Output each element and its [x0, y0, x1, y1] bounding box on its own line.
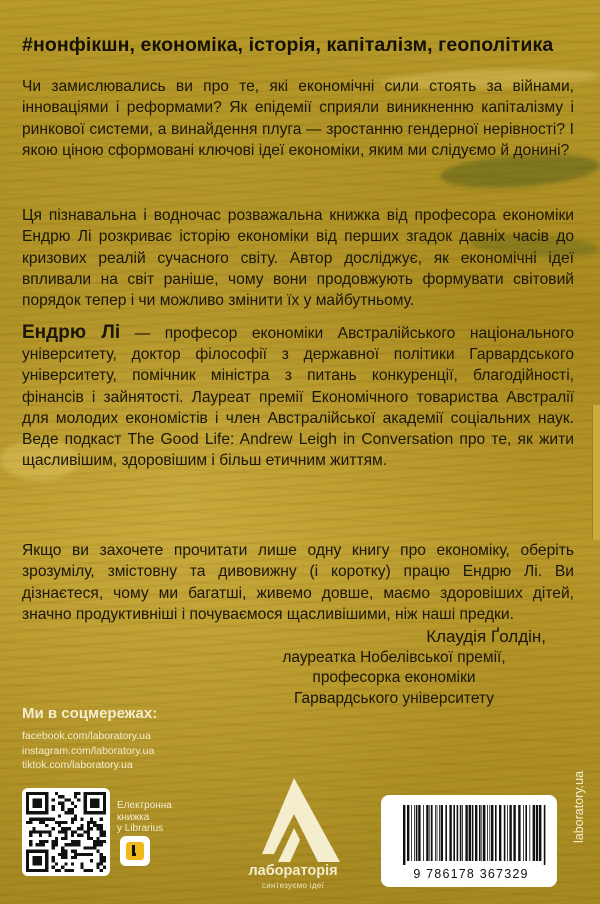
- spine-edge: [592, 405, 600, 540]
- description-paragraph-1: Чи замислювались ви про те, які економічні сили стоять за війнами, інноваціями і реформами? Як епідемії сприяли виникненню капіталізму і ринкової системи, а винайдення плуга — зростанню гендерної нерівності? І якою ціною сформовані ключові ідеї економіки, яким ми слідуємо й донині?: [22, 78, 574, 159]
- tiktok-link: tiktok.com/laboratory.ua: [22, 759, 133, 771]
- qr-code-icon: [22, 788, 110, 876]
- barcode-bars: [401, 805, 546, 865]
- publisher-name: лабораторія: [248, 863, 338, 879]
- publisher-website: laboratory.ua: [572, 770, 586, 843]
- social-heading: Ми в соцмережах:: [22, 705, 158, 722]
- author-bio: [22, 322, 574, 471]
- reviewer-credential: професорка економіки: [312, 669, 476, 686]
- reviewer-credential: лауреатка Нобелівської премії,: [282, 648, 506, 666]
- review-quote: Якщо ви захочете прочитати лише одну книгу про економіку, оберіть зрозумілу, змістовну та дивовижну (і коротку) працю Ендрю Лі. Ви дізнаєтеся, чому ми багатші, живемо довше, маємо здоровіших дітей, значно продуктивніші і почуваємося щасливішими, ніж наші предки.: [22, 542, 574, 623]
- librarius-l-icon: [120, 836, 150, 866]
- social-links: [22, 729, 154, 773]
- instagram-link: instagram.com/laboratory.ua: [22, 744, 155, 757]
- author-name: Ендрю Лі: [22, 322, 121, 343]
- ebook-note: Електронна книжка у Librarius: [117, 800, 172, 834]
- author-bio-text: — професор економіки Австралійського національного університету, доктор філософії з державної політики Гарвардського університету, помічник міністра з питань конкуренції, благодійності, фінансів і зайнятості. Лауреат премії Економічного товариства Австралії для молодих економістів і член Австралійської академії соціальних наук. Веде подкаст The Good Life: Andrew Leigh in Conversation про те, як жити щасливішим, здоровішим і більш етичним життям.: [22, 325, 575, 470]
- publisher-motto: синтезуємо ідеї: [261, 881, 325, 890]
- description-paragraph-2: Ця пізнавальна і водночас розважальна книжка від професора економіки Ендрю Лі розкриває історію економіки від перших згадок давніх часів до кризових реалій сучасного світу. Автор досліджує, як економічні ідеї впливали на світ раніше, чому вони продовжують формувати світовий порядок тепер і чи можливо змінити їх у майбутньому.: [22, 207, 574, 310]
- barcode: [381, 795, 557, 887]
- facebook-link: facebook.com/laboratory.ua: [22, 730, 151, 742]
- isbn-number: 9 786178 367329: [413, 867, 529, 881]
- reviewer-credential: Гарвардського університету: [294, 689, 494, 707]
- review-attribution: [234, 627, 554, 709]
- reviewer-name: Клаудія Ґолдін,: [426, 627, 546, 646]
- genre-tags: #нонфікшн, економіка, історія, капіталізм, геополітика: [22, 34, 554, 56]
- publisher-logo-icon: [244, 776, 344, 868]
